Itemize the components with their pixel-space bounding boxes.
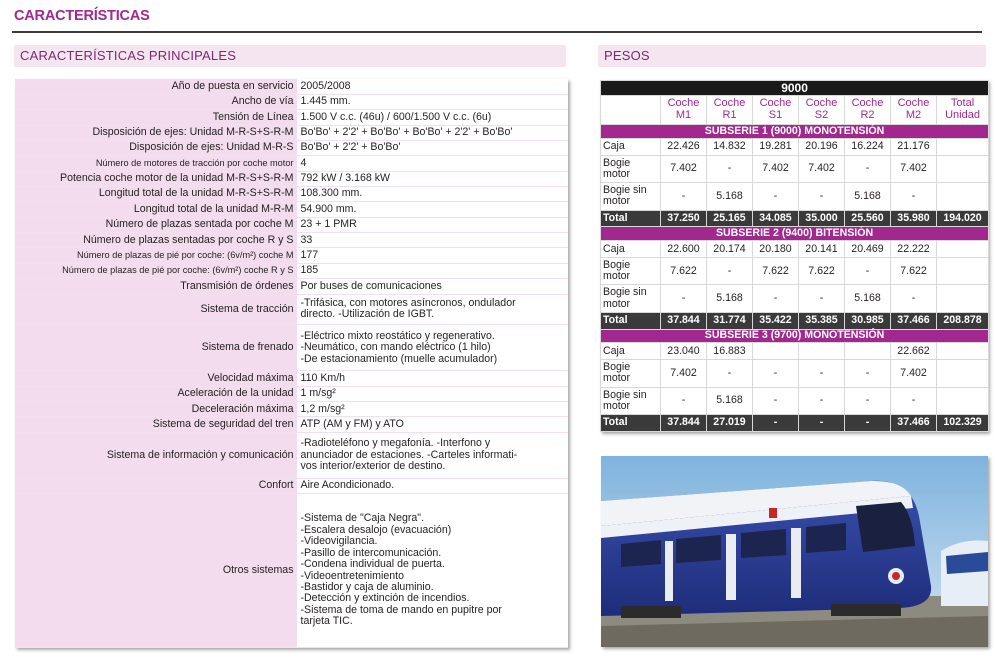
column-header-line: Coche: [897, 97, 930, 110]
subseries-name: SUBSERIE 3 (9700) MONOTENSIÓN: [601, 329, 989, 343]
spec-value: [297, 263, 568, 278]
spec-value-line: 1,2 m/sg²: [300, 402, 345, 415]
spec-label: Número de plazas sentada por coche M: [15, 217, 297, 232]
spec-value: [297, 94, 568, 109]
weight-total-row: [601, 312, 989, 329]
weight-total-cell: 37.466: [891, 414, 937, 431]
spec-label: Sistema de frenado: [15, 325, 297, 371]
spec-row: [15, 325, 568, 371]
spec-label: Disposición de ejes: Unidad M-R-S: [15, 140, 297, 155]
weight-cell: -: [799, 387, 845, 414]
spec-value: [297, 279, 568, 294]
weight-row: [601, 183, 989, 210]
spec-row: [15, 217, 568, 232]
spec-value: [297, 478, 568, 493]
weight-total-cell: 35.000: [799, 210, 845, 227]
weight-total-row: [601, 414, 989, 431]
spec-value: [297, 386, 568, 401]
spec-value-line: -Neumático, con mando eléctrico (1 hilo): [300, 341, 491, 354]
spec-value-line: -Bastidor y caja de aluminio.: [300, 581, 434, 594]
spec-label: Sistema de seguridad del tren: [15, 417, 297, 432]
weight-row-label: [601, 387, 661, 414]
spec-value-line: 1.500 V c.c. (46u) / 600/1.500 V c.c. (6u): [300, 110, 492, 123]
weight-row: [601, 257, 989, 284]
weight-cell: 20.469: [845, 241, 891, 258]
spec-value-line: -Pasillo de intercomunicación.: [300, 546, 442, 559]
weight-cell: 7.402: [661, 155, 707, 182]
column-header-line: Coche: [759, 97, 792, 110]
weight-cell: -: [661, 183, 707, 210]
weight-cell: 7.402: [891, 360, 937, 387]
weight-total-cell: 194.020: [937, 210, 989, 227]
weight-cell: -: [753, 387, 799, 414]
weight-total-cell: -: [845, 414, 891, 431]
spec-value: [297, 371, 568, 386]
weight-cell: 20.141: [799, 241, 845, 258]
spec-label: Disposición de ejes: Unidad M-R-S+S-R-M: [15, 125, 297, 140]
spec-row: [15, 79, 568, 94]
weight-total-label: Total: [601, 312, 661, 329]
weight-total-cell: 37.844: [661, 414, 707, 431]
spec-label: Transmisión de órdenes: [15, 279, 297, 294]
weight-cell: -: [845, 155, 891, 182]
column-header-line: Coche: [713, 97, 746, 110]
column-header-line: Unidad: [945, 109, 980, 121]
weight-cell: -: [707, 257, 753, 284]
weight-row-label-line: Caja: [603, 242, 625, 255]
weight-total-cell: 27.019: [707, 414, 753, 431]
weight-cell: 20.174: [707, 241, 753, 258]
weight-cell: 19.281: [753, 138, 799, 155]
weight-row-label: [601, 257, 661, 284]
weight-total-cell: 25.560: [845, 210, 891, 227]
weight-row-label-line: motor: [603, 167, 631, 180]
column-header: [707, 95, 753, 125]
spec-label: Sistema de información y comunicación: [15, 432, 297, 478]
column-header: [891, 95, 937, 125]
weight-cell: [937, 285, 989, 312]
subseries-name: SUBSERIE 1 (9000) MONOTENSIÓN: [601, 125, 989, 139]
weight-total-label: Total: [601, 210, 661, 227]
spec-value-line: 1.445 mm.: [300, 95, 351, 108]
column-header: [661, 95, 707, 125]
weight-row-label: [601, 360, 661, 387]
column-header-line: R1: [722, 109, 737, 121]
weight-cell: [845, 343, 891, 360]
spec-value: [297, 140, 568, 155]
weight-cell: -: [845, 360, 891, 387]
weights-table-panel: [600, 80, 988, 432]
weight-row: [601, 343, 989, 360]
column-header-line: Coche: [805, 97, 838, 110]
weight-cell: [937, 155, 989, 182]
spec-value-line: -Radioteléfono y megafonía. -Interfono y: [300, 437, 491, 450]
column-header-line: Total: [950, 97, 975, 110]
spec-value-line: -De estacionamiento (muelle acumulador): [300, 352, 498, 365]
weight-cell: 5.168: [707, 183, 753, 210]
specs-table-panel: [15, 79, 568, 648]
spec-label: Deceleración máxima: [15, 402, 297, 417]
weight-row-label-line: motor: [603, 297, 631, 310]
weight-cell: 7.622: [753, 257, 799, 284]
column-header: [753, 95, 799, 125]
spec-value-line: -Eléctrico mixto reostático y regenerativo.: [300, 329, 495, 342]
spec-value-line: 2005/2008: [300, 79, 351, 92]
spec-value: [297, 217, 568, 232]
spec-value-line: 4: [300, 156, 307, 169]
weight-cell: 7.622: [799, 257, 845, 284]
spec-value: [297, 325, 568, 371]
specs-table: [15, 79, 568, 648]
weight-cell: 5.168: [707, 285, 753, 312]
weight-cell: [937, 138, 989, 155]
spec-value: [297, 171, 568, 186]
weight-row: [601, 138, 989, 155]
spec-row: [15, 94, 568, 109]
weight-cell: [937, 183, 989, 210]
spec-value: [297, 233, 568, 248]
spec-label: Número de motores de tracción por coche motor: [15, 156, 297, 171]
spec-value: [297, 417, 568, 432]
weight-cell: -: [707, 155, 753, 182]
weight-total-cell: 35.980: [891, 210, 937, 227]
weight-cell: -: [753, 360, 799, 387]
weight-cell: -: [753, 183, 799, 210]
spec-label: Tensión de Línea: [15, 110, 297, 125]
spec-value-line: 54.900 mm.: [300, 202, 357, 215]
spec-value-line: Por buses de comunicaciones: [300, 279, 442, 292]
subseries-header-row: [601, 227, 989, 241]
train-photo: [601, 456, 988, 647]
spec-row: [15, 294, 568, 325]
weight-cell: 7.622: [891, 257, 937, 284]
spec-value: [297, 187, 568, 202]
weight-cell: [937, 360, 989, 387]
weight-cell: [799, 343, 845, 360]
spec-value: [297, 110, 568, 125]
weight-cell: 22.662: [891, 343, 937, 360]
spec-value-line: Bo'Bo' + 2'2' + Bo'Bo' + Bo'Bo' + 2'2' + Bo'Bo': [300, 126, 513, 139]
weight-cell: -: [799, 285, 845, 312]
spec-value-line: 110 Km/h: [300, 371, 346, 384]
spec-row: [15, 156, 568, 171]
spec-row: [15, 248, 568, 263]
weight-total-cell: -: [753, 414, 799, 431]
weight-row-label-line: Bogie: [603, 156, 631, 169]
weight-row-label-line: Bogie sin: [603, 184, 647, 197]
spec-row: [15, 171, 568, 186]
weight-cell: 20.196: [799, 138, 845, 155]
spec-label: Longitud total de la unidad M-R-S+S-R-M: [15, 187, 297, 202]
spec-value-line: 108.300 mm.: [300, 187, 363, 200]
spec-row: [15, 432, 568, 478]
spec-label: Confort: [15, 478, 297, 493]
subseries-name: SUBSERIE 2 (9400) BITENSIÓN: [601, 227, 989, 241]
spec-label: Potencia coche motor de la unidad M-R-S+S-R-M: [15, 171, 297, 186]
weight-total-cell: 35.422: [753, 312, 799, 329]
spec-value-line: -Condena individual de puerta.: [300, 558, 445, 571]
weight-cell: -: [845, 257, 891, 284]
spec-value-line: -Detección y extinción de incendios.: [300, 592, 470, 605]
train-illustration: [601, 456, 988, 647]
corner-cell: [601, 95, 661, 125]
spec-label: Aceleración de la unidad: [15, 386, 297, 401]
spec-value: [297, 125, 568, 140]
weight-total-cell: 30.985: [845, 312, 891, 329]
column-header-line: M2: [905, 109, 922, 121]
spec-value: [297, 494, 568, 648]
spec-value-line: 792 kW / 3.168 kW: [300, 172, 390, 185]
spec-value-line: Aire Acondicionado.: [300, 479, 395, 492]
weight-row-label-line: motor: [603, 195, 631, 208]
spec-value-line: 177: [300, 248, 319, 261]
page-title: CARACTERÍSTICAS: [14, 8, 150, 24]
weight-total-cell: 31.774: [707, 312, 753, 329]
weight-row-label-line: motor: [603, 372, 631, 385]
weight-row: [601, 387, 989, 414]
weight-row-label: [601, 138, 661, 155]
weight-row-label-line: motor: [603, 270, 631, 283]
weight-total-row: [601, 210, 989, 227]
weights-header: PESOS: [598, 45, 986, 67]
weight-cell: 16.224: [845, 138, 891, 155]
weight-cell: 22.600: [661, 241, 707, 258]
weight-total-cell: 37.844: [661, 312, 707, 329]
weight-row: [601, 155, 989, 182]
spec-label: Longitud total de la unidad M-R-M: [15, 202, 297, 217]
column-header: [799, 95, 845, 125]
weight-cell: 20.180: [753, 241, 799, 258]
weight-cell: -: [891, 387, 937, 414]
weight-row-label-line: Bogie: [603, 259, 631, 272]
weight-cell: -: [661, 285, 707, 312]
weight-row: [601, 285, 989, 312]
spec-value: [297, 402, 568, 417]
spec-label: Velocidad máxima: [15, 371, 297, 386]
spec-row: [15, 371, 568, 386]
column-header-line: M1: [675, 109, 692, 121]
spec-value-line: vos interior/exterior de destino.: [300, 460, 446, 473]
weight-cell: [937, 241, 989, 258]
weight-cell: 5.168: [845, 183, 891, 210]
weight-cell: 21.176: [891, 138, 937, 155]
spec-value-line: -Escalera desalojo (evacuación): [300, 523, 452, 536]
spec-value-line: 185: [300, 264, 319, 277]
spec-row: [15, 279, 568, 294]
spec-value-line: Bo'Bo' + 2'2' + Bo'Bo': [300, 141, 401, 154]
weight-total-cell: 35.385: [799, 312, 845, 329]
weight-total-cell: 37.250: [661, 210, 707, 227]
spec-value-line: 1 m/sg²: [300, 387, 336, 400]
subseries-header-row: [601, 329, 989, 343]
spec-label: Otros sistemas: [15, 494, 297, 648]
weight-cell: -: [661, 387, 707, 414]
spec-value-line: directo. -Utilización de IGBT.: [300, 308, 435, 321]
weight-cell: 7.402: [891, 155, 937, 182]
weight-cell: [937, 343, 989, 360]
weight-row-label: [601, 155, 661, 182]
spec-row: [15, 140, 568, 155]
weight-row-label: [601, 241, 661, 258]
spec-value-line: anunciador de estaciones. -Carteles informati-: [300, 448, 518, 461]
spec-row: [15, 494, 568, 648]
spec-value: [297, 156, 568, 171]
spec-row: [15, 263, 568, 278]
weight-row-label-line: motor: [603, 399, 631, 412]
weight-total-cell: -: [799, 414, 845, 431]
weight-row-label: [601, 183, 661, 210]
spec-label: Sistema de tracción: [15, 294, 297, 325]
weight-cell: [937, 387, 989, 414]
weight-total-label: Total: [601, 414, 661, 431]
weight-total-cell: 25.165: [707, 210, 753, 227]
weights-title-row: [601, 81, 989, 96]
weight-total-cell: 34.085: [753, 210, 799, 227]
spec-value-line: -Videovigilancia.: [300, 535, 378, 548]
spec-value-line: ATP (AM y FM) y ATO: [300, 417, 404, 430]
weight-cell: [937, 257, 989, 284]
spec-row: [15, 110, 568, 125]
weight-cell: -: [891, 285, 937, 312]
column-header-line: Coche: [667, 97, 700, 110]
spec-value: [297, 294, 568, 325]
weights-table: [600, 80, 989, 432]
column-header-line: S1: [768, 109, 783, 121]
weights-title: 9000: [601, 81, 989, 96]
spec-label: Número de plazas de pié por coche: (6v/m²) coche M: [15, 248, 297, 263]
spec-value-line: -Sistema de toma de mando en pupitre por: [300, 603, 502, 616]
weight-cell: 7.402: [753, 155, 799, 182]
weight-row-label: [601, 343, 661, 360]
spec-row: [15, 125, 568, 140]
weight-total-cell: 37.466: [891, 312, 937, 329]
spec-row: [15, 417, 568, 432]
column-header: [937, 95, 989, 125]
weights-column-header-row: [601, 95, 989, 125]
spec-value-line: -Videoentretenimiento: [300, 569, 404, 582]
weight-cell: 5.168: [845, 285, 891, 312]
spec-row: [15, 386, 568, 401]
column-header-line: S2: [814, 109, 829, 121]
weight-cell: 7.402: [661, 360, 707, 387]
weight-cell: -: [891, 183, 937, 210]
spec-label: Ancho de vía: [15, 94, 297, 109]
spec-value: [297, 248, 568, 263]
spec-value: [297, 202, 568, 217]
weight-row-label: [601, 285, 661, 312]
spec-label: Número de plazas de pié por coche: (6v/m²) coche R y S: [15, 263, 297, 278]
weight-cell: 5.168: [707, 387, 753, 414]
subseries-header-row: [601, 125, 989, 139]
column-header-line: Coche: [851, 97, 884, 110]
weight-cell: -: [707, 360, 753, 387]
weight-cell: 22.426: [661, 138, 707, 155]
spec-value-line: 23 + 1 PMR: [300, 218, 357, 231]
weight-cell: 7.622: [661, 257, 707, 284]
spec-row: [15, 202, 568, 217]
column-header: [845, 95, 891, 125]
spec-value-line: tarjeta TIC.: [300, 615, 353, 628]
weight-row-label-line: Bogie sin: [603, 286, 647, 299]
weight-cell: -: [799, 183, 845, 210]
weight-cell: 23.040: [661, 343, 707, 360]
spec-row: [15, 478, 568, 493]
weight-cell: -: [799, 360, 845, 387]
spec-label: Año de puesta en servicio: [15, 79, 297, 94]
weight-cell: -: [753, 285, 799, 312]
spec-value: [297, 432, 568, 478]
weight-row: [601, 241, 989, 258]
main-specs-header: CARACTERÍSTICAS PRINCIPALES: [14, 45, 566, 67]
weight-row-label-line: Caja: [603, 140, 625, 153]
weight-cell: 22.222: [891, 241, 937, 258]
weight-cell: -: [845, 387, 891, 414]
weight-row-label-line: Bogie sin: [603, 388, 647, 401]
weight-cell: [753, 343, 799, 360]
column-header-line: R2: [860, 109, 875, 121]
weight-row-label-line: Caja: [603, 344, 625, 357]
spec-row: [15, 402, 568, 417]
weight-cell: 16.883: [707, 343, 753, 360]
spec-value-line: -Trifásica, con motores asíncronos, ondulador: [300, 296, 516, 309]
spec-row: [15, 233, 568, 248]
weight-row-label-line: Bogie: [603, 361, 631, 374]
spec-label: Número de plazas sentadas por coche R y S: [15, 233, 297, 248]
spec-row: [15, 187, 568, 202]
weight-row: [601, 360, 989, 387]
spec-value-line: 33: [300, 233, 313, 246]
weight-total-cell: 102.329: [937, 414, 989, 431]
spec-value-line: -Sistema de "Caja Negra".: [300, 512, 425, 525]
spec-value: [297, 79, 568, 94]
weight-total-cell: 208.878: [937, 312, 989, 329]
weight-cell: 7.402: [799, 155, 845, 182]
weight-cell: 14.832: [707, 138, 753, 155]
title-divider: [12, 31, 982, 33]
